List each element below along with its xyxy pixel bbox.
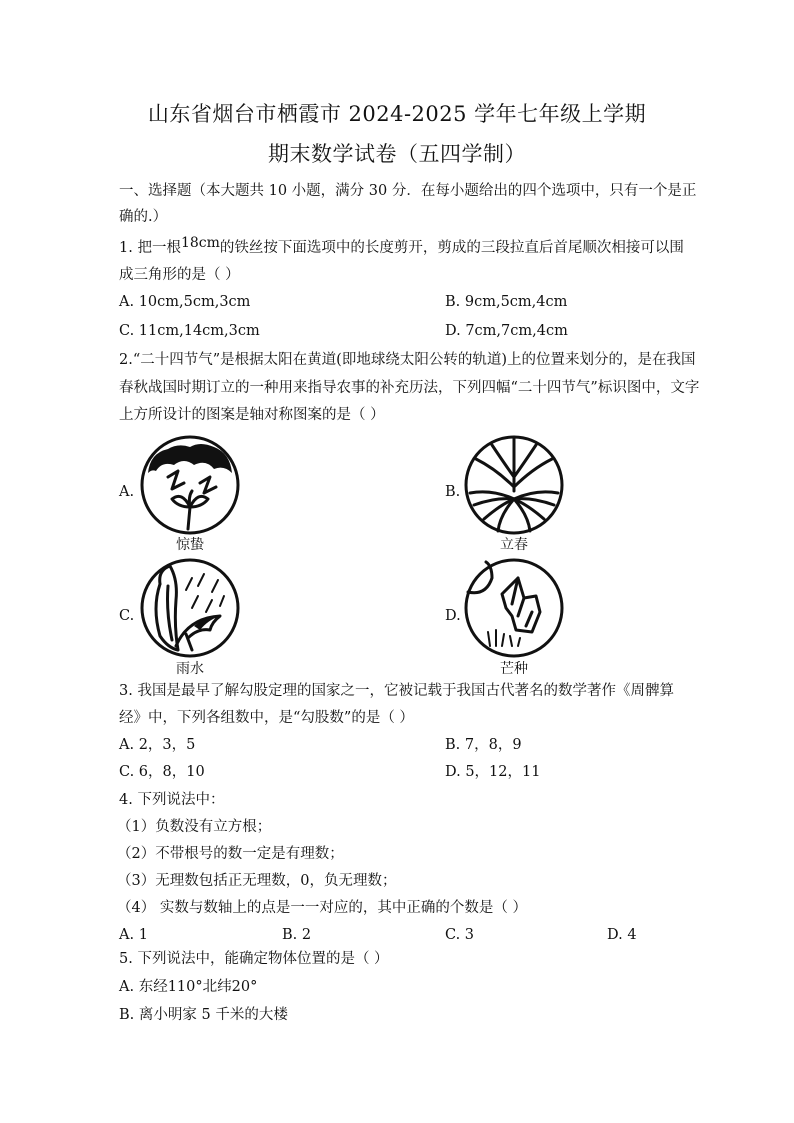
q5-option-a: A. 东经110°北纬20° [119, 979, 258, 995]
q2-option-d-label: D. [445, 608, 461, 624]
yushui-emblem-icon [138, 556, 242, 660]
q4-statement-4: （4） 实数与数轴上的点是一一对应的，其中正确的个数是（ ） [117, 900, 527, 916]
q4-statement-3: （3）无理数包括正无理数，0，负无理数； [117, 873, 397, 889]
q4-stem-line1: 4. 下列说法中： [119, 792, 225, 808]
q1-stem-line1 [119, 235, 684, 258]
q2-stem-line3: 上方所设计的图案是轴对称图案的是（ ） [119, 407, 385, 423]
q5-option-b: B. 离小明家 5 千米的大楼 [119, 1007, 288, 1023]
q2-option-a-label: A. [119, 484, 135, 500]
exam-title-line1: 山东省烟台市栖霞市 2024-2025 学年七年级上学期 [147, 102, 647, 126]
q2-option-b-label: B. [445, 484, 461, 500]
q3-stem-line2: 经》中，下列各组数中，是“勾股数”的是（ ） [119, 710, 414, 726]
yushui-caption: 雨水 [176, 661, 204, 677]
q3-option-d: D. 5，12，11 [445, 764, 541, 780]
q4-option-b: B. 2 [282, 927, 312, 943]
q3-option-c: C. 6，8，10 [119, 764, 205, 780]
q1-stem-line2: 成三角形的是（ ） [119, 267, 240, 283]
q4-option-a: A. 1 [119, 927, 148, 943]
q3-stem-line1: 3. 我国是最早了解勾股定理的国家之一，它被记载于我国古代著名的数学著作《周髀算 [119, 683, 674, 699]
q1-option-d: D. 7cm,7cm,4cm [445, 323, 568, 339]
q5-stem-line1: 5. 下列说法中，能确定物体位置的是（ ） [119, 951, 389, 967]
exam-title-line2: 期末数学试卷（五四学制） [268, 142, 526, 166]
q4-statement-2: （2）不带根号的数一定是有理数； [117, 846, 344, 862]
lichun-caption: 立春 [500, 537, 528, 553]
section-instruction-line2: 确的.） [119, 209, 168, 225]
jingzhe-emblem-icon [138, 433, 242, 537]
section-instruction-line1: 一、选择题（本大题共 10 小题，满分 30 分．在每小题给出的四个选项中，只有一个是正 [119, 183, 697, 199]
q4-option-d: D. 4 [607, 927, 637, 943]
lichun-emblem-icon [462, 433, 566, 537]
q1-stem-pre: 1. 把一根 [119, 240, 181, 256]
q1-option-c: C. 11cm,14cm,3cm [119, 323, 260, 339]
q2-stem-line1: 2.“二十四节气”是根据太阳在黄道(即地球绕太阳公转的轨道)上的位置来划分的，是在我国 [119, 352, 696, 368]
mangzhong-caption: 芒种 [500, 661, 528, 677]
q1-option-a: A. 10cm,5cm,3cm [119, 294, 251, 310]
q1-stem-post: 的铁丝按下面选项中的长度剪开，剪成的三段拉直后首尾顺次相接可以围 [219, 240, 684, 256]
q2-stem-line2: 春秋战国时期订立的一种用来指导农事的补充历法，下列四幅“二十四节气”标识图中，文字 [119, 380, 700, 396]
q4-option-c: C. 3 [445, 927, 475, 943]
q3-option-a: A. 2，3，5 [119, 737, 196, 753]
q4-statement-1: （1）负数没有立方根； [117, 819, 272, 835]
jingzhe-caption: 惊蛰 [176, 537, 204, 553]
q1-option-b: B. 9cm,5cm,4cm [445, 294, 568, 310]
q3-option-b: B. 7，8，9 [445, 737, 522, 753]
q2-option-c-label: C. [119, 608, 135, 624]
mangzhong-emblem-icon [462, 556, 566, 660]
q1-wire-length: 18cm [180, 235, 220, 251]
